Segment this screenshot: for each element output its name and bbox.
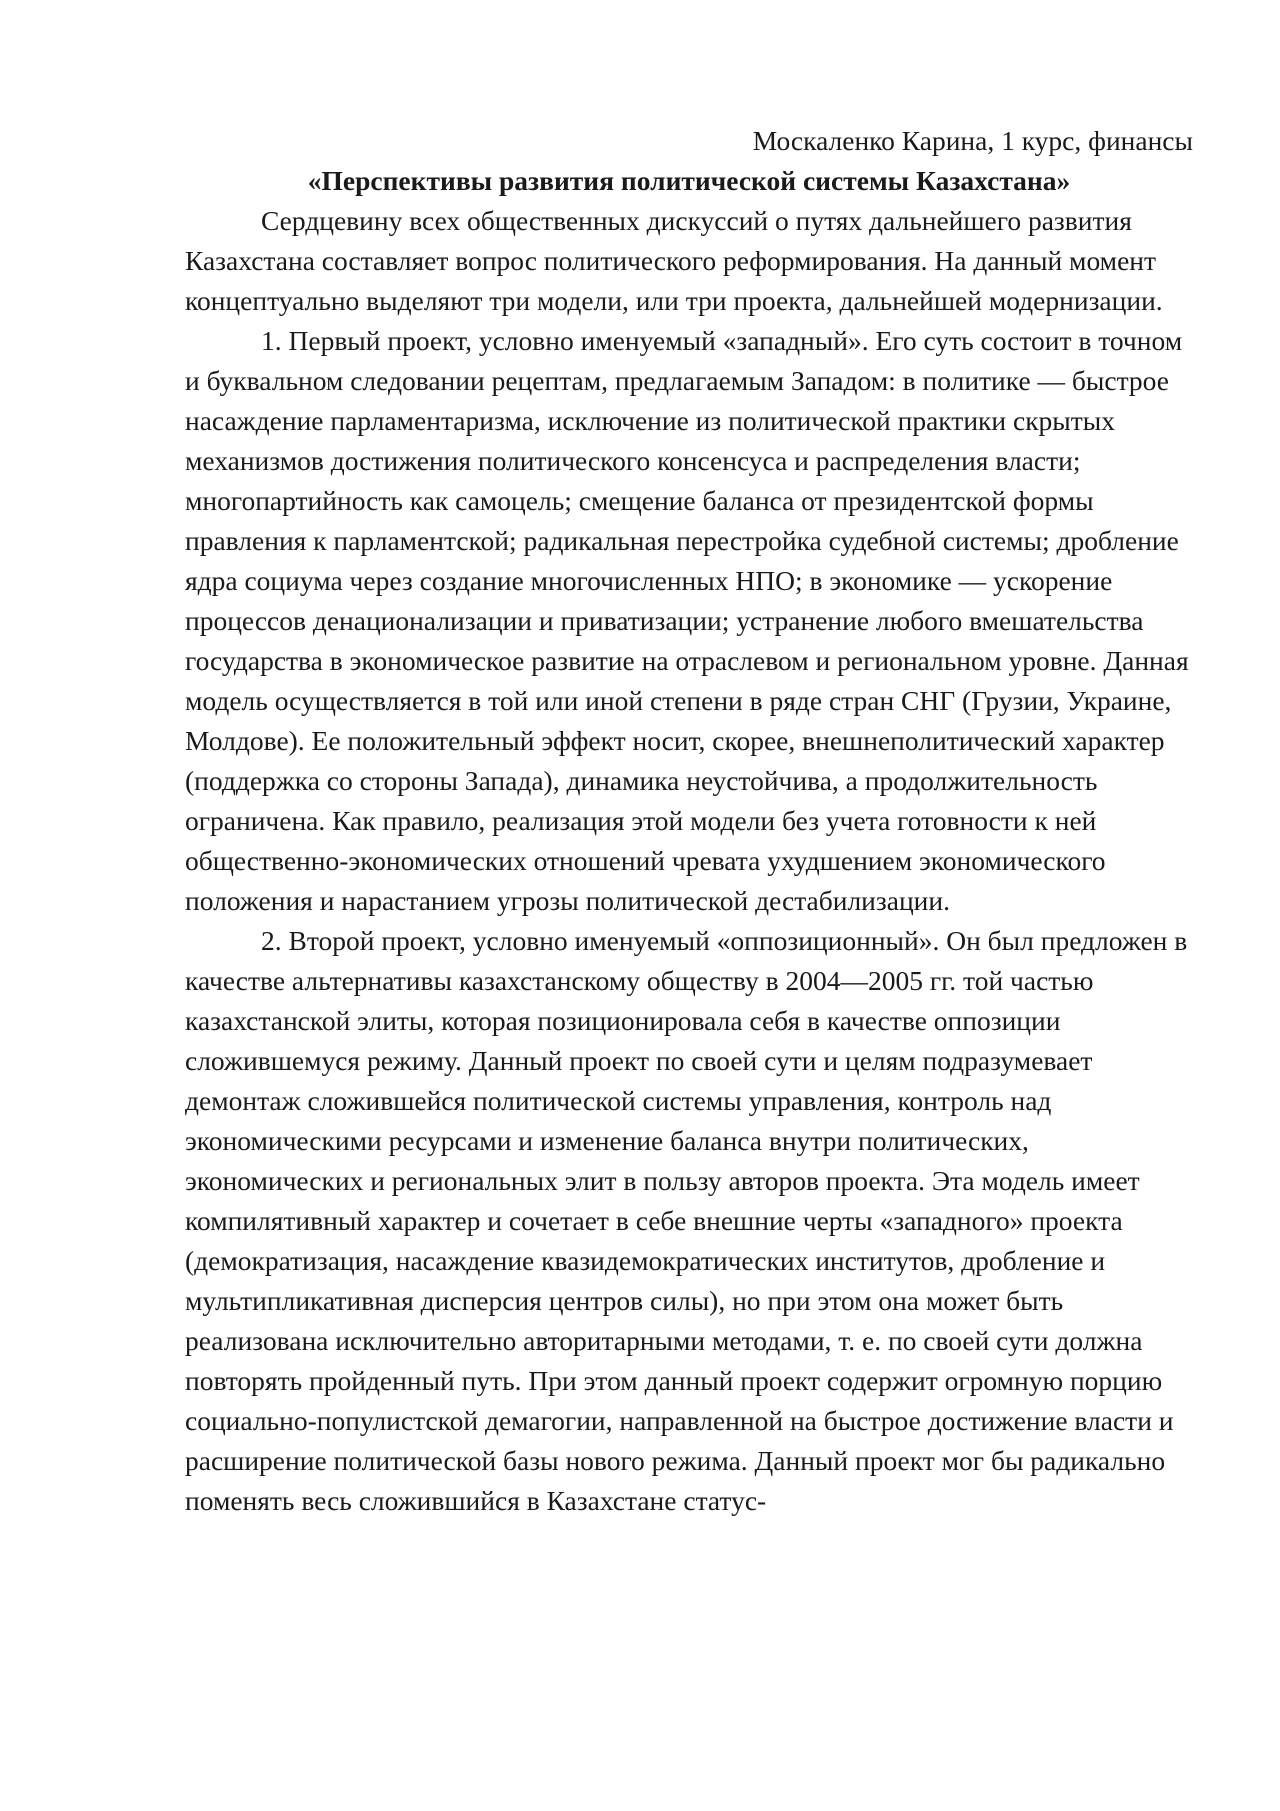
paragraph-opposition-project: 2. Второй проект, условно именуемый «оппозиционный». Он был предложен в качестве альтернативы казахстанскому обществу в 2004—2005 гг. той частью казахстанской элиты, которая позиционировала себя в качестве оппозиции сложившемуся режиму. Данный проект по своей сути и целям подразумевает демонтаж сложившейся политической системы управления, контроль над экономическими ресурсами и изменение баланса внутри политических, экономических и региональных элит в пользу авторов проекта. Эта модель имеет компилятивный характер и сочетает в себе внешние черты «западного» проекта (демократизация, насаждение квазидемократических институтов, дробление и мультипликативная дисперсия центров силы), но при этом она может быть реализована исключительно авторитарными методами, т. е. по своей сути должна повторять пройденный путь. При этом данный проект содержит огромную порцию социально-популистской демагогии, направленной на быстрое достижение власти и расширение политической базы нового режима. Данный проект мог бы радикально поменять весь сложившийся в Казахстане статус- <box>185 925 1188 1516</box>
document-title: «Перспективы развития политической системы Казахстана» <box>307 165 1071 196</box>
document-body <box>185 121 1193 1521</box>
author-line: Москаленко Карина, 1 курс, финансы <box>752 125 1193 156</box>
paragraph-intro: Сердцевину всех общественных дискуссий о путях дальнейшего развития Казахстана составляет вопрос политического реформирования. На данный момент концептуально выделяют три модели, или три проекта, дальнейшей модернизации. <box>185 205 1163 316</box>
paragraph-western-project: 1. Первый проект, условно именуемый «западный». Его суть состоит в точном и буквальном следовании рецептам, предлагаемым Западом: в политике — быстрое насаждение парламентаризма, исключение из политической практики скрытых механизмов достижения политического консенсуса и распределения власти; многопартийность как самоцель; смещение баланса от президентской формы правления к парламентской; радикальная перестройка судебной системы; дробление ядра социума через создание многочисленных НПО; в экономике — ускорение процессов денационализации и приватизации; устранение любого вмешательства государства в экономическое развитие на отраслевом и региональном уровне. Данная модель осуществляется в той или иной степени в ряде стран СНГ (Грузии, Украине, Молдове). Ее положительный эффект носит, скорее, внешнеполитический характер (поддержка со стороны Запада), динамика неустойчива, а продолжительность ограничена. Как правило, реализация этой модели без учета готовности к ней общественно-экономических отношений чревата ухудшением экономического положения и нарастанием угрозы политической дестабилизации. <box>185 325 1189 916</box>
